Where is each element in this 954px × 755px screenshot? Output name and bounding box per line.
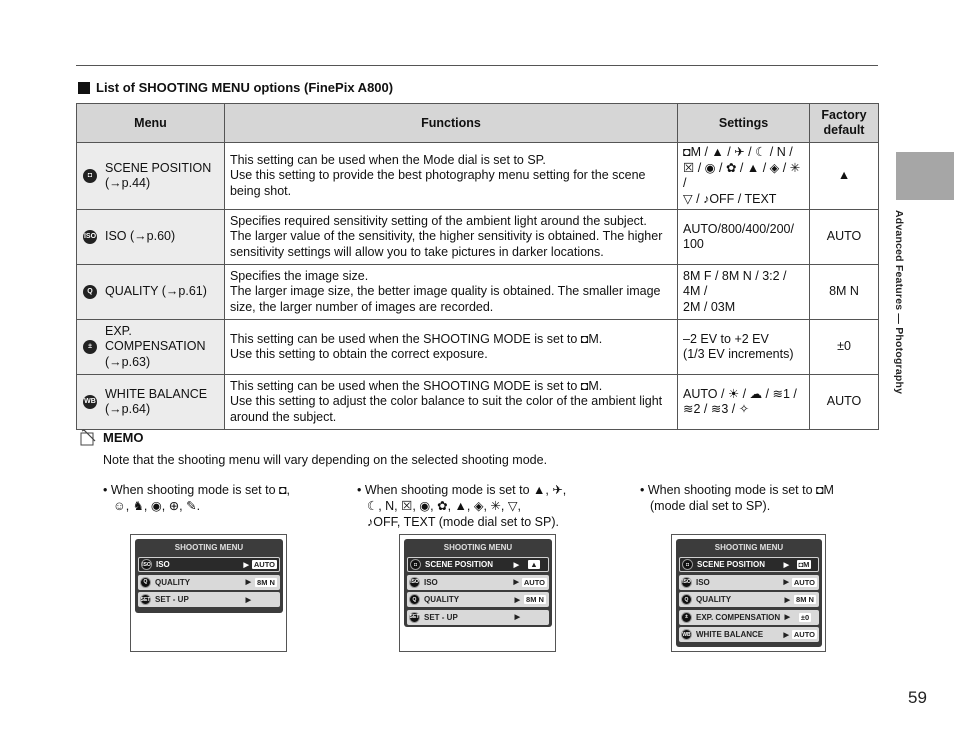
function-line: Use this setting to provide the best photography menu setting for the scene being shot. bbox=[229, 168, 646, 198]
iso-icon: ISO bbox=[83, 230, 97, 244]
settings-line: ☒ / ◉ / ✿ / ▲ / ◈ / ✳ / bbox=[683, 160, 801, 190]
lcd-row-value-box bbox=[522, 578, 547, 587]
lcd-row-label: WHITE BALANCE bbox=[696, 630, 764, 639]
menu-label: (→p.63) bbox=[105, 354, 151, 369]
menu-label: (→p.64) bbox=[105, 402, 151, 416]
function-line: The larger image size, the better image quality is obtained. The smaller image size, the larger number of images are recorded. bbox=[229, 284, 661, 314]
settings-line: AUTO/800/400/200/ bbox=[683, 221, 794, 236]
bullet-line: ☾, N, ☒, ◉, ✿, ▲, ◈, ✳, ▽, bbox=[367, 499, 521, 513]
top-rule bbox=[76, 65, 878, 66]
table-header-row bbox=[77, 104, 879, 143]
lcd-row-label: QUALITY bbox=[696, 595, 732, 604]
settings-line: 100 bbox=[683, 237, 704, 251]
side-tab bbox=[896, 152, 954, 200]
settings-line: –2 EV to +2 EV bbox=[683, 331, 769, 346]
lcd-row-value-box bbox=[792, 630, 817, 639]
menu-label: COMPENSATION bbox=[105, 339, 206, 354]
lcd-row-value: 8M N bbox=[257, 577, 275, 587]
lcd-row-arrow-icon: ▶ bbox=[513, 561, 519, 569]
function-line: Use this setting to obtain the correct exposure. bbox=[229, 347, 488, 361]
lcd-row-label: QUALITY bbox=[424, 595, 460, 604]
lcd-row-arrow-icon: ▶ bbox=[513, 579, 519, 586]
lcd-row-arrow-icon: ▶ bbox=[784, 614, 790, 621]
function-line: Specifies required sensitivity setting of the ambient light around the subject. bbox=[229, 213, 647, 228]
menu-cell bbox=[77, 375, 225, 430]
functions-cell bbox=[224, 265, 677, 320]
quality-icon: Q bbox=[83, 285, 97, 299]
lcd-menu-row[interactable] bbox=[679, 627, 819, 642]
table-row bbox=[77, 320, 879, 375]
menu-cell bbox=[77, 265, 225, 320]
settings-line: 8M F / 8M N / 3:2 / 4M / bbox=[683, 268, 787, 299]
section-title bbox=[78, 80, 393, 95]
lcd-header: SHOOTING MENU bbox=[443, 543, 513, 552]
white-balance-icon: WB bbox=[83, 395, 97, 409]
lcd-row-icon: ◘ bbox=[410, 559, 421, 570]
lcd-row-value-box bbox=[793, 595, 817, 604]
lcd-row-arrow-icon: ▶ bbox=[783, 579, 789, 586]
lcd-row-value: ▲ bbox=[530, 560, 538, 569]
table-row bbox=[77, 265, 879, 320]
lcd-row-value-box bbox=[254, 578, 278, 587]
lcd-row-icon: WB bbox=[681, 629, 692, 640]
memo-pencil-icon bbox=[78, 428, 98, 448]
menu-label: WHITE BALANCE bbox=[105, 386, 208, 401]
lcd-row-icon: Q bbox=[140, 577, 151, 588]
lcd-menu-row[interactable] bbox=[679, 610, 819, 625]
lcd-row-arrow-icon: ▶ bbox=[784, 596, 790, 604]
settings-line: ◘M / ▲ / ✈ / ☾ / N / bbox=[683, 145, 793, 159]
lcd-panel bbox=[676, 539, 822, 647]
lcd-row-icon: SET bbox=[409, 612, 420, 623]
lcd-row-value-box bbox=[523, 595, 547, 604]
lcd-row-icon: SET bbox=[140, 594, 151, 605]
function-line: This setting can be used when the Mode dial is set to SP. bbox=[229, 152, 546, 167]
lcd-row-arrow-icon: ▶ bbox=[783, 561, 789, 569]
lcd-menu-row[interactable] bbox=[407, 575, 549, 590]
lcd-menu-row[interactable] bbox=[138, 557, 280, 572]
lcd-screen-1 bbox=[130, 534, 287, 652]
lcd-row-icon: ◘ bbox=[682, 559, 693, 570]
lcd-row-arrow-icon: ▶ bbox=[245, 596, 251, 604]
header-menu: Menu bbox=[77, 104, 225, 143]
functions-cell bbox=[224, 375, 677, 430]
settings-cell bbox=[678, 265, 810, 320]
lcd-row-label: ISO bbox=[696, 577, 710, 587]
menu-label: EXP. bbox=[105, 323, 132, 338]
functions-cell bbox=[224, 143, 677, 210]
shooting-menu-table bbox=[76, 103, 879, 430]
factory-default-cell: 8M N bbox=[810, 265, 879, 320]
settings-cell bbox=[678, 320, 810, 375]
function-line: This setting can be used when the SHOOTING MODE is set to ◘M. bbox=[229, 378, 603, 393]
functions-cell bbox=[224, 320, 677, 375]
settings-line: 2M / 03M bbox=[683, 299, 736, 314]
menu-label: ISO (→p.60) bbox=[105, 229, 176, 244]
settings-cell bbox=[678, 143, 810, 210]
lcd-row-label: SCENE POSITION bbox=[425, 560, 494, 569]
lcd-row-label: SET - UP bbox=[155, 595, 189, 604]
lcd-row-label: SET - UP bbox=[424, 612, 458, 622]
header-settings: Settings bbox=[678, 104, 810, 143]
lcd-row-icon: ISO bbox=[409, 577, 420, 588]
factory-default-cell: AUTO bbox=[810, 210, 879, 265]
lcd-row-label: SCENE POSITION bbox=[697, 560, 766, 569]
lcd-row-arrow-icon: ▶ bbox=[245, 579, 251, 586]
lcd-menu-row[interactable] bbox=[407, 610, 549, 625]
lcd-row-value: ◘M bbox=[798, 560, 810, 569]
memo-title: MEMO bbox=[103, 430, 144, 445]
settings-line: ≋2 / ≋3 / ✧ bbox=[683, 402, 750, 416]
lcd-row-value-box bbox=[793, 613, 817, 622]
lcd-row-arrow-icon: ▶ bbox=[783, 631, 789, 639]
lcd-menu-row[interactable] bbox=[679, 592, 819, 607]
menu-label: (→p.44) bbox=[105, 176, 151, 190]
lcd-menu-row[interactable] bbox=[407, 557, 549, 572]
lcd-row-icon: ISO bbox=[141, 559, 152, 570]
menu-label: QUALITY (→p.61) bbox=[105, 284, 207, 299]
lcd-row-value: AUTO bbox=[793, 630, 815, 639]
lcd-row-value: ±0 bbox=[800, 612, 810, 622]
lcd-row-value-box bbox=[792, 560, 816, 569]
side-tab-text: Advanced Features — Photography bbox=[893, 210, 905, 395]
bullet-line: • When shooting mode is set to ◘, bbox=[103, 483, 291, 497]
bullet-auto-modes bbox=[103, 482, 290, 514]
menu-cell bbox=[77, 320, 225, 375]
lcd-menu-row[interactable] bbox=[138, 592, 280, 607]
lcd-row-arrow-icon: ▶ bbox=[514, 614, 520, 621]
settings-line: AUTO / ☀ / ☁ / ≋1 / bbox=[683, 386, 797, 401]
settings-line: ▽ / ♪OFF / TEXT bbox=[683, 191, 777, 206]
function-line: Use this setting to adjust the color balance to suit the color of the ambient light around the subject. bbox=[229, 394, 663, 424]
table-row bbox=[77, 210, 879, 265]
settings-cell bbox=[678, 210, 810, 265]
lcd-screen-2 bbox=[399, 534, 556, 652]
function-line: The larger value of the sensitivity, the higher sensitivity is obtained. The higher sensitivity settings will allow you to take pictures in darker locations. bbox=[229, 229, 663, 259]
lcd-row-label: QUALITY bbox=[155, 577, 191, 587]
exp-compensation-icon: ± bbox=[83, 340, 97, 354]
bullet-line: (mode dial set to SP). bbox=[650, 499, 771, 513]
lcd-menu-row[interactable] bbox=[679, 557, 819, 572]
factory-default-cell: ±0 bbox=[810, 320, 879, 375]
settings-line: (1/3 EV increments) bbox=[683, 347, 794, 361]
function-line: This setting can be used when the SHOOTING MODE is set to ◘M. bbox=[229, 331, 603, 346]
memo-note: Note that the shooting menu will vary depending on the selected shooting mode. bbox=[103, 453, 548, 467]
bullet-scene-modes bbox=[357, 482, 566, 530]
bullet-line: • When shooting mode is set to ◘M bbox=[640, 483, 834, 497]
header-factory-default: Factory default bbox=[810, 104, 879, 143]
lcd-row-label: EXP. COMPENSATION bbox=[696, 612, 781, 622]
lcd-row-value: AUTO bbox=[793, 577, 815, 587]
lcd-row-value-box bbox=[252, 560, 277, 569]
page-number: 59 bbox=[908, 688, 927, 707]
section-square-icon bbox=[78, 82, 90, 94]
table-row bbox=[77, 143, 879, 210]
lcd-menu-row[interactable] bbox=[407, 592, 549, 607]
function-line: Specifies the image size. bbox=[229, 268, 369, 283]
menu-cell bbox=[77, 210, 225, 265]
menu-cell bbox=[77, 143, 225, 210]
lcd-row-label: ISO bbox=[156, 560, 170, 569]
lcd-menu-row[interactable] bbox=[138, 575, 280, 590]
lcd-row-value: AUTO bbox=[253, 560, 275, 569]
header-functions: Functions bbox=[224, 104, 677, 143]
settings-cell bbox=[678, 375, 810, 430]
lcd-header: SHOOTING MENU bbox=[714, 543, 784, 552]
bullet-line: ♪OFF, TEXT (mode dial set to SP). bbox=[367, 515, 559, 529]
lcd-row-value-box bbox=[792, 578, 817, 587]
lcd-row-label: ISO bbox=[424, 577, 438, 587]
lcd-row-value: AUTO bbox=[523, 577, 545, 587]
factory-default-cell: AUTO bbox=[810, 375, 879, 430]
bullet-line: ☺, ♞, ◉, ⊕, ✎. bbox=[113, 499, 201, 513]
lcd-row-arrow-icon: ▶ bbox=[514, 596, 520, 604]
section-title-text: List of SHOOTING MENU options (FinePix A800) bbox=[96, 80, 394, 95]
lcd-panel bbox=[404, 539, 552, 627]
lcd-row-value: 8M N bbox=[526, 595, 544, 604]
lcd-panel bbox=[135, 539, 283, 613]
lcd-row-icon: ISO bbox=[681, 577, 692, 588]
lcd-row-icon: ± bbox=[681, 612, 692, 623]
factory-default-cell: ▲ bbox=[810, 143, 879, 210]
bullet-line: • When shooting mode is set to ▲, ✈, bbox=[357, 483, 567, 497]
lcd-row-value: 8M N bbox=[796, 595, 814, 604]
menu-label: SCENE POSITION bbox=[105, 160, 212, 175]
functions-cell bbox=[224, 210, 677, 265]
lcd-menu-row[interactable] bbox=[679, 575, 819, 590]
table-row bbox=[77, 375, 879, 430]
lcd-screen-3 bbox=[671, 534, 826, 652]
lcd-row-icon: Q bbox=[409, 594, 420, 605]
lcd-row-arrow-icon: ▶ bbox=[243, 561, 249, 569]
scene-icon: ◘ bbox=[83, 169, 97, 183]
lcd-row-value-box bbox=[522, 560, 546, 569]
lcd-header: SHOOTING MENU bbox=[174, 543, 244, 552]
lcd-row-icon: Q bbox=[681, 594, 692, 605]
bullet-manual-mode bbox=[640, 482, 834, 514]
